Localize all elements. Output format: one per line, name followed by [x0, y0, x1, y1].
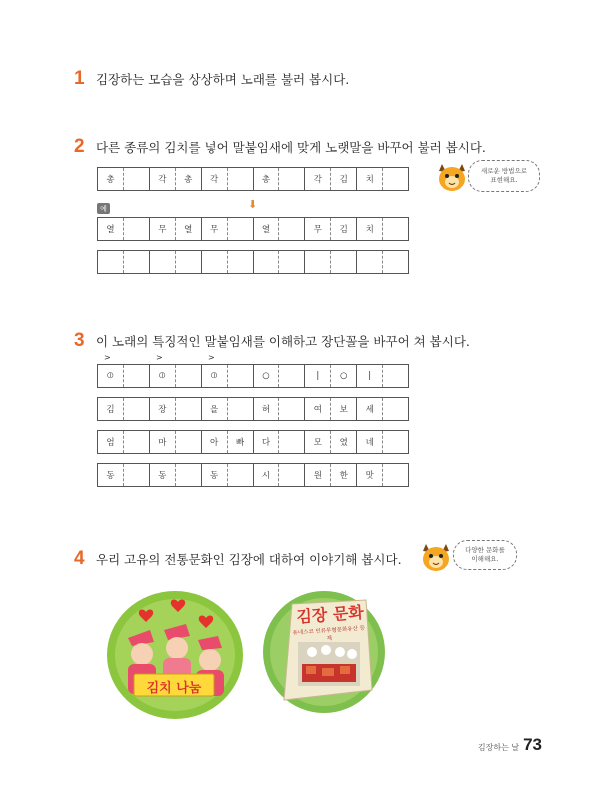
poster-title: 김장 문화 [295, 602, 365, 627]
lyric-cell [383, 431, 408, 453]
down-arrow-icon: ⬇ [248, 198, 258, 211]
lyric-cell: 동 [98, 464, 124, 486]
footer-title: 김장하는 날 [477, 743, 520, 752]
lyric-cell [124, 218, 150, 240]
lyric-cell [228, 218, 254, 240]
lyrics-grid [97, 463, 409, 487]
lyric-cell [124, 431, 150, 453]
sign-text: 김치 나눔 [146, 681, 202, 696]
poster-subtitle: 유네스코 인류무형문화유산 등재 [292, 625, 366, 643]
lyrics-grid-original [97, 167, 409, 191]
answer-cell[interactable] [279, 251, 305, 273]
lyric-cell: 총 [98, 168, 124, 190]
page-number: 73 [523, 735, 542, 754]
answer-cell[interactable] [383, 251, 408, 273]
rhythm-grid [97, 364, 409, 388]
lyric-cell: 김 [331, 168, 357, 190]
lyric-cell: 아 [202, 431, 228, 453]
example-badge: 예 [97, 203, 110, 214]
hint-text: 새로운 방법으로 [480, 167, 528, 175]
kimchi-culture-illustration [262, 590, 386, 714]
lyric-cell: 치 [357, 218, 383, 240]
question-text: 이 노래의 특징적인 말붙임새를 이해하고 장단꼴을 바꾸어 쳐 봅시다. [96, 334, 470, 349]
accent-mark: > [104, 353, 111, 362]
hint-text: 다양한 문화를 [465, 546, 505, 554]
lyric-cell: 을 [202, 398, 228, 420]
rhythm-cell [124, 365, 150, 387]
rhythm-cell [228, 365, 254, 387]
answer-cell[interactable] [176, 251, 202, 273]
lyric-cell: 각 [202, 168, 228, 190]
lyric-cell: 다 [254, 431, 280, 453]
lyric-cell: 무 [202, 218, 228, 240]
lyric-cell: 모 [305, 431, 331, 453]
rhythm-cell: | [305, 365, 331, 387]
lyric-cell: 시 [254, 464, 280, 486]
question-number: 1 [74, 68, 85, 89]
lyric-cell: 여 [305, 398, 331, 420]
answer-cell[interactable] [331, 251, 357, 273]
lyric-cell [124, 398, 150, 420]
lyric-cell: 무 [150, 218, 176, 240]
lyric-cell [228, 398, 254, 420]
lyric-cell: 보 [331, 398, 357, 420]
lyric-cell [383, 168, 408, 190]
lyric-cell: 한 [331, 464, 357, 486]
lyric-cell [228, 168, 254, 190]
lyric-cell: 치 [357, 168, 383, 190]
lyric-cell: 세 [357, 398, 383, 420]
lyric-cell [176, 398, 202, 420]
lyric-cell: 동 [202, 464, 228, 486]
mascot-icon [434, 160, 470, 198]
question-text: 다른 종류의 김치를 넣어 말붙임새에 맞게 노랫말을 바꾸어 불러 봅시다. [96, 140, 486, 155]
rhythm-cell [176, 365, 202, 387]
lyric-cell [176, 431, 202, 453]
lyric-cell: 열 [98, 218, 124, 240]
lyric-cell: 김 [331, 218, 357, 240]
question-3 [74, 330, 470, 352]
rhythm-cell [383, 365, 408, 387]
lyric-cell: 네 [357, 431, 383, 453]
answer-cell[interactable] [357, 251, 383, 273]
lyric-cell: 열 [176, 218, 202, 240]
hint-text: 이해해요. [471, 555, 499, 563]
lyric-cell: 마 [150, 431, 176, 453]
lyric-cell [279, 431, 305, 453]
lyric-cell [228, 464, 254, 486]
page-footer [478, 735, 542, 755]
rhythm-cell: ⦶ [150, 365, 176, 387]
question-number: 3 [74, 330, 85, 351]
question-1 [74, 68, 349, 90]
hint-text: 표현해요. [490, 176, 518, 184]
accent-mark: > [156, 353, 163, 362]
lyric-cell [383, 218, 408, 240]
answer-cell[interactable] [254, 251, 280, 273]
answer-cell[interactable] [98, 251, 124, 273]
lyric-cell: 장 [150, 398, 176, 420]
lyric-cell: 열 [254, 218, 280, 240]
lyric-cell [124, 464, 150, 486]
question-text: 우리 고유의 전통문화인 김장에 대하여 이야기해 봅시다. [96, 552, 402, 567]
answer-cell[interactable] [305, 251, 331, 273]
rhythm-cell: ⦶ [98, 365, 124, 387]
lyrics-grid [97, 430, 409, 454]
lyric-cell: 무 [305, 218, 331, 240]
rhythm-cell: | [357, 365, 383, 387]
lyric-cell: 총 [254, 168, 280, 190]
question-text: 김장하는 모습을 상상하며 노래를 불러 봅시다. [96, 72, 350, 87]
rhythm-cell: ○ [254, 365, 280, 387]
lyric-cell: 각 [150, 168, 176, 190]
lyric-cell [176, 464, 202, 486]
lyric-cell [383, 398, 408, 420]
question-number: 4 [74, 548, 85, 569]
question-4 [74, 548, 402, 570]
question-2 [74, 136, 486, 158]
lyric-cell: 원 [305, 464, 331, 486]
answer-cell[interactable] [124, 251, 150, 273]
rhythm-cell [279, 365, 305, 387]
lyric-cell [124, 168, 150, 190]
lyrics-grid-example [97, 217, 409, 241]
lyric-cell: 엄 [98, 431, 124, 453]
hint-bubble [453, 540, 517, 570]
lyric-cell: 각 [305, 168, 331, 190]
hint-bubble [468, 160, 540, 192]
answer-cell[interactable] [202, 251, 228, 273]
lyric-cell [279, 168, 305, 190]
answer-cell[interactable] [150, 251, 176, 273]
lyric-cell [279, 398, 305, 420]
lyric-cell [279, 218, 305, 240]
lyric-cell: 총 [176, 168, 202, 190]
lyric-cell: 였 [331, 431, 357, 453]
mascot-icon [418, 540, 454, 578]
accent-mark: > [208, 353, 215, 362]
answer-cell[interactable] [228, 251, 254, 273]
lyric-cell: 맛 [357, 464, 383, 486]
lyrics-grid-answer[interactable] [97, 250, 409, 274]
lyric-cell [279, 464, 305, 486]
rhythm-cell: ○ [331, 365, 357, 387]
rhythm-cell: ⦶ [202, 365, 228, 387]
lyrics-grid [97, 397, 409, 421]
lyric-cell [383, 464, 408, 486]
lyric-cell: 허 [254, 398, 280, 420]
lyric-cell: 동 [150, 464, 176, 486]
question-number: 2 [74, 136, 85, 157]
lyric-cell: 빠 [228, 431, 254, 453]
kimchi-sharing-illustration [106, 590, 244, 720]
lyric-cell: 김 [98, 398, 124, 420]
